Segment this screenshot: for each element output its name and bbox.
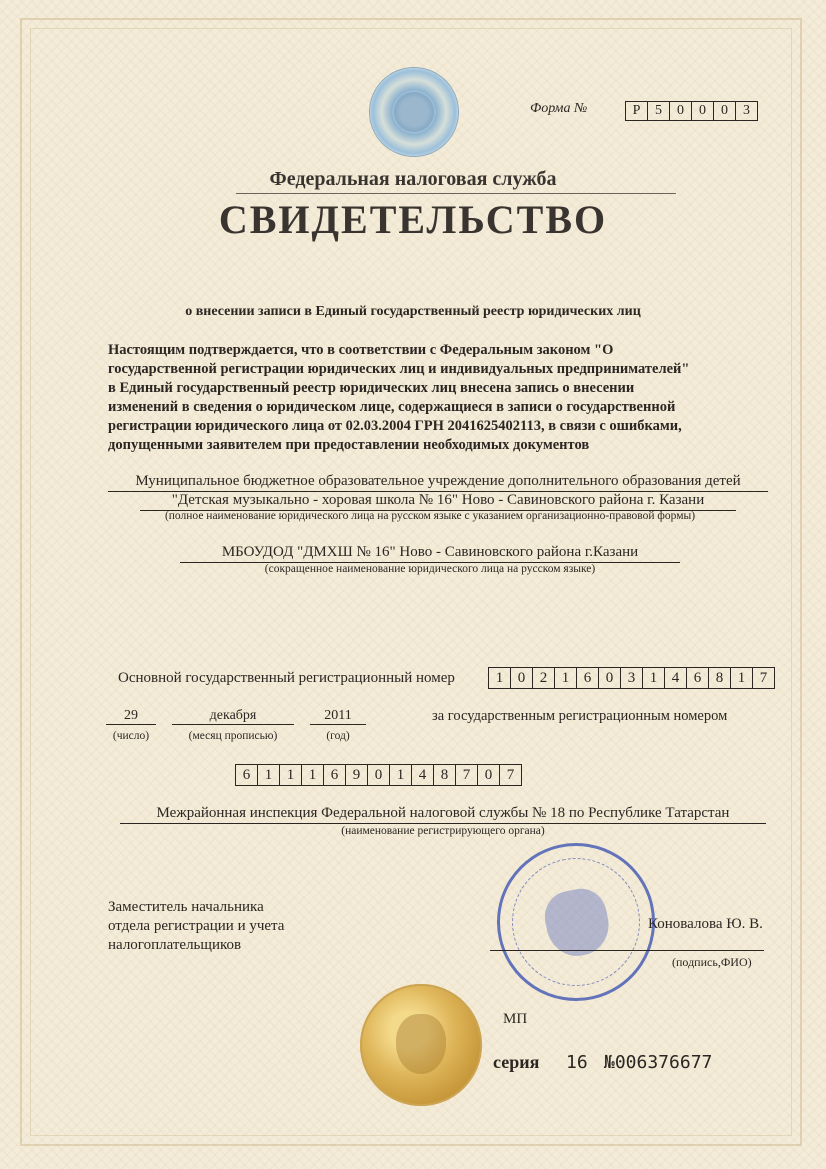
- series-number: 16: [566, 1052, 588, 1073]
- grn-digit: 1: [257, 764, 280, 786]
- ogrn-digit: 8: [708, 667, 731, 689]
- ogrn-boxes: [489, 667, 775, 689]
- registration-year: 2011: [310, 708, 366, 725]
- grn-digit: 6: [323, 764, 346, 786]
- form-code-digit: 0: [713, 101, 736, 121]
- body-line: изменений в сведения о юридическом лице, содержащиеся в записи о государственной: [108, 399, 676, 415]
- registering-authority-caption: (наименование регистрирующего органа): [341, 825, 545, 837]
- month-caption: (месяц прописью): [188, 730, 278, 742]
- entity-full-name-line-2: "Детская музыкально - хоровая школа № 16" Ново - Савиновского района г. Казани: [140, 491, 736, 511]
- grn-digit: 0: [477, 764, 500, 786]
- document-number: №006376677: [604, 1052, 713, 1073]
- ogrn-digit: 6: [576, 667, 599, 689]
- position-line: отдела регистрации и учета: [108, 918, 285, 934]
- year-caption: (год): [326, 730, 350, 742]
- ogrn-digit: 1: [730, 667, 753, 689]
- form-code-digit: Р: [625, 101, 648, 121]
- position-line: налогоплательщиков: [108, 937, 242, 953]
- form-code-digit: 0: [669, 101, 692, 121]
- document-subtitle: о внесении записи в Единый государственный реестр юридических лиц: [185, 304, 641, 319]
- ogrn-label: Основной государственный регистрационный номер: [118, 670, 455, 686]
- body-line: допущенными заявителем при предоставлении необходимых документов: [108, 437, 590, 453]
- grn-digit: 0: [367, 764, 390, 786]
- ogrn-digit: 1: [642, 667, 665, 689]
- ogrn-digit: 0: [510, 667, 533, 689]
- series-label: серия: [493, 1052, 540, 1072]
- agency-underline: [236, 193, 676, 194]
- signer-name: Коновалова Ю. В.: [648, 916, 763, 932]
- registration-day: 29: [106, 708, 156, 725]
- grn-digit: 8: [433, 764, 456, 786]
- seal-place-label: МП: [503, 1011, 528, 1027]
- signature-caption: (подпись,ФИО): [672, 955, 752, 969]
- ogrn-digit: 2: [532, 667, 555, 689]
- registration-month: декабря: [172, 708, 294, 725]
- entity-full-name-caption: (полное наименование юридического лица на русском языке с указанием организационно-правовой формы): [164, 510, 696, 522]
- ogrn-digit: 0: [598, 667, 621, 689]
- registering-authority: Межрайонная инспекция Федеральной налоговой службы № 18 по Республике Татарстан: [120, 804, 766, 824]
- grn-digit: 7: [499, 764, 522, 786]
- signer-position: [108, 898, 284, 955]
- form-code-boxes: [626, 101, 758, 121]
- reg-number-text: за государственным регистрационным номером: [432, 708, 728, 724]
- entity-short-name: МБОУДОД "ДМХШ № 16" Ново - Савиновского района г.Казани: [180, 543, 680, 563]
- signature-line: [490, 950, 764, 951]
- gold-seal-icon: [360, 984, 482, 1106]
- grn-digit: 4: [411, 764, 434, 786]
- body-line: в Единый государственный реестр юридических лиц внесена запись о внесении: [108, 380, 635, 396]
- ogrn-digit: 3: [620, 667, 643, 689]
- form-code-digit: 5: [647, 101, 670, 121]
- grn-digit: 1: [301, 764, 324, 786]
- grn-digit: 1: [389, 764, 412, 786]
- body-line: государственной регистрации юридических лиц и индивидуальных предпринимателей": [108, 361, 690, 377]
- ogrn-digit: 1: [488, 667, 511, 689]
- grn-digit: 1: [279, 764, 302, 786]
- form-code-digit: 3: [735, 101, 758, 121]
- form-label: Форма №: [530, 101, 588, 116]
- entity-full-name-line-1: Муниципальное бюджетное образовательное учреждение дополнительного образования детей: [108, 472, 768, 492]
- grn-boxes: [236, 764, 522, 786]
- document-title: СВИДЕТЕЛЬСТВО: [218, 197, 608, 242]
- grn-digit: 7: [455, 764, 478, 786]
- body-line: Настоящим подтверждается, что в соответствии с Федеральным законом "О: [108, 342, 614, 358]
- ogrn-digit: 4: [664, 667, 687, 689]
- grn-digit: 9: [345, 764, 368, 786]
- certificate-body: [108, 341, 758, 455]
- body-line: регистрации юридического лица от 02.03.2004 ГРН 2041625402113, в связи с ошибками,: [108, 418, 682, 434]
- day-caption: (число): [112, 730, 150, 742]
- ogrn-digit: 7: [752, 667, 775, 689]
- hologram-emblem-icon: [370, 68, 458, 156]
- entity-short-name-caption: (сокращенное наименование юридического лица на русском языке): [264, 563, 596, 575]
- ogrn-digit: 1: [554, 667, 577, 689]
- grn-digit: 6: [235, 764, 258, 786]
- agency-name: Федеральная налоговая служба: [269, 168, 557, 190]
- position-line: Заместитель начальника: [108, 899, 264, 915]
- ogrn-digit: 6: [686, 667, 709, 689]
- form-code-digit: 0: [691, 101, 714, 121]
